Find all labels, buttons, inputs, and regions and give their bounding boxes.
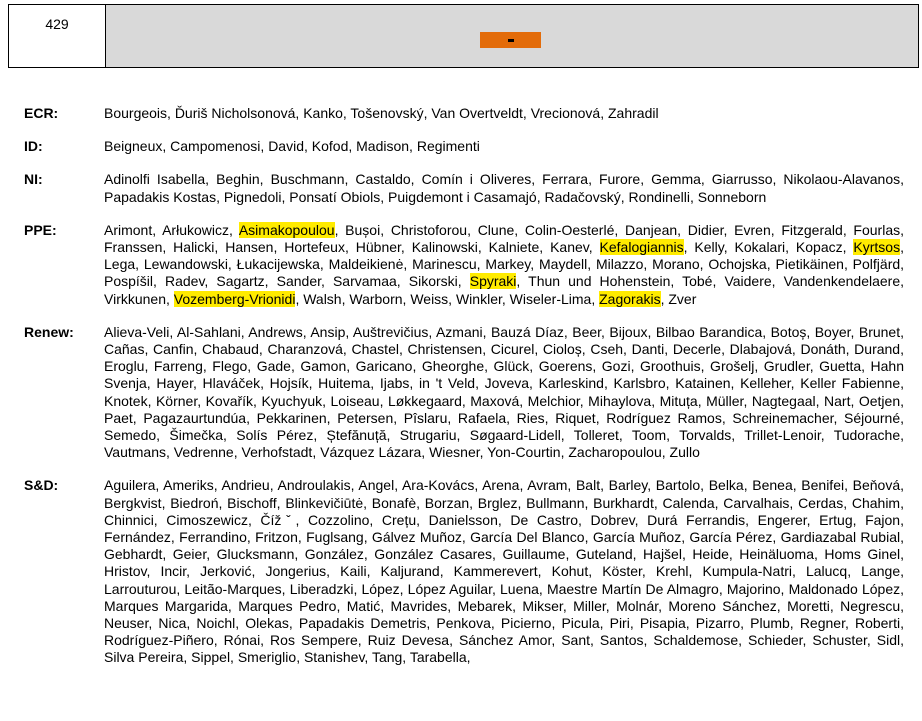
group-ppe: [24, 222, 904, 308]
highlighted-member: Vozemberg-Vrionidi: [173, 290, 296, 307]
group-members: Adinolfi Isabella, Beghin, Buschmann, Castaldo, Comín i Oliveres, Ferrara, Furore, Gemma, Giarrusso, Nikolaou-Alavanos, Papadakis Kostas, Pignedoli, Ponsatí Obiols, Puigdemont i Casamajó, Radačovský, Rondinelli, Sonneborn: [104, 171, 904, 205]
group-members: Aguilera, Ameriks, Andrieu, Androulakis, Angel, Ara-Kovács, Arena, Avram, Balt, Barley, Bartolo, Belka, Benea, Benifei, Beňová, Bergkvist, Biedroń, Bischoff, Blinkevičiūtė, Bonafè, Borzan, Brglez, Bullmann, Burkhardt, Calenda, Carvalhais, Cerdas, Chahim, Chinnici, Cimoszewicz, Čížˇ, Cozzolino, Crețu, Danielsson, De Castro, Dobrev, Durá Ferrandis, Engerer, Ertug, Fajon, Fernández, Ferrandino, Fritzon, Fuglsang, Gálvez Muñoz, García Del Blanco, García Muñoz, García Pérez, Gardiazabal Rubial, Gebhardt, Geier, Glucksmann, González, González Casares, Guillaume, Guteland, Hajšel, Heide, Heinäluoma, Homs Ginel, Hristov, Incir, Jerković, Jongerius, Kaili, Kaljurand, Kammerevert, Kohut, Köster, Krehl, Kumpula-Natri, Lalucq, Lange, Larrouturou, Leitão-Marques, Liberadzki, López, López Aguilar, Luena, Maestre Martín De Almagro, Majorino, Maldonado López, Marques Margarida, Marques Pedro, Matić, Mavrides, Mebarek, Mikser, Miller, Molnár, Moreno Sánchez, Moretti, Negrescu, Neuser, Nica, Noichl, Olekas, Papadakis Demetris, Penkova, Picierno, Picula, Piri, Pisapia, Pizarro, Plumb, Regner, Roberti, Rodríguez-Piñero, Rónai, Ros Sempere, Ruiz Devesa, Sánchez Amor, Sant, Santos, Schaldemose, Schieder, Schuster, Sidl, Silva Pereira, Sippel, Smeriglio, Stanishev, Tang, Tarabella,: [104, 477, 904, 666]
group-members: Beigneux, Campomenosi, David, Kofod, Madison, Regimenti: [104, 138, 480, 155]
group-name: ECR:: [24, 105, 59, 121]
group-members: Alieva-Veli, Al-Sahlani, Andrews, Ansip, Auštrevičius, Azmani, Bauzá Díaz, Beer, Bijoux, Bilbao Barandica, Botoș, Boyer, Brunet, Cañas, Canfin, Chabaud, Charanzová, Chastel, Christensen, Cicurel, Cioloș, Cseh, Danti, Decerle, Dlabajová, Donáth, Durand, Eroglu, Farreng, Flego, Gade, Gamon, Garicano, Gheorghe, Glück, Goerens, Gozi, Groothuis, Grošelj, Grudler, Guetta, Hahn Svenja, Hayer, Hlaváček, Hojsík, Huitema, Ijabs, in 't Veld, Joveva, Karleskind, Karlsbro, Katainen, Kelleher, Keller Fabienne, Knotek, Körner, Kovařík, Kyuchyuk, Loiseau, Løkkegaard, Maxová, Melchior, Mihaylova, Mituța, Müller, Nagtegaal, Nart, Oetjen, Paet, Pagazaurtundúa, Pekkarinen, Petersen, Pîslaru, Rafaela, Ries, Riquet, Rodríguez Ramos, Schreinemacher, Séjourné, Semedo, Šimečka, Solís Pérez, Ștefănuță, Strugariu, Søgaard-Lidell, Tolleret, Toom, Torvalds, Trillet-Lenoir, Tudorache, Vautmans, Vedrenne, Verhofstadt, Vázquez Lázara, Wiesner, Yon-Courtin, Zacharopoulou, Zullo: [104, 323, 904, 461]
group-id: [24, 138, 904, 155]
result-badge: [480, 32, 541, 48]
group-ni: [24, 171, 904, 205]
vote-header: [8, 4, 919, 68]
group-renew: [24, 324, 904, 462]
political-groups-list: [24, 105, 904, 683]
group-name: Renew:: [24, 323, 74, 340]
group-name: S&D:: [24, 477, 59, 494]
highlighted-member: Kefalogiannis: [599, 239, 684, 256]
group-members: Bourgeois, Ďuriš Nicholsonová, Kanko, Tošenovský, Van Overtveldt, Vrecionová, Zahradil: [104, 105, 659, 121]
highlighted-member: Kyrtsos: [853, 239, 901, 256]
group-ecr: [24, 105, 904, 122]
group-name: PPE:: [24, 221, 57, 238]
highlighted-member: Spyraki: [469, 273, 517, 290]
highlighted-member: Asimakopoulou: [238, 221, 335, 238]
group-name: NI:: [24, 171, 43, 188]
highlighted-member: Zagorakis: [599, 290, 661, 307]
group-members: Arimont, Arłukowicz, Asimakopoulou, Bușoi, Christoforou, Clune, Colin-Oesterlé, Danjean, Didier, Evren, Fitzgerald, Fourlas, Franssen, Halicki, Hansen, Hortefeux, Hübner, Kalinowski, Kalniete, Kanev, Kefalogiannis, Kelly, Kokalari, Kopacz, Kyrtsos, Lega, Lewandowski, Łukacijewska, Maldeikienė, Marinescu, Markey, Maydell, Milazzo, Morano, Ochojska, Pietikäinen, Polfjärd, Pospíšil, Radev, Sagartz, Sander, Sarvamaa, Sikorski, Spyraki, Thun und Hohenstein, Tobé, Vaidere, Vandenkendelaere, Virkkunen, Vozemberg-Vrionidi, Walsh, Warborn, Weiss, Winkler, Wiseler-Lima, Zagorakis, Zver: [104, 221, 905, 307]
group-sd: [24, 477, 904, 666]
vote-number: 429: [9, 5, 106, 67]
group-name: ID:: [24, 138, 43, 155]
result-symbol: [508, 39, 514, 42]
vote-result-cell: [106, 5, 918, 67]
